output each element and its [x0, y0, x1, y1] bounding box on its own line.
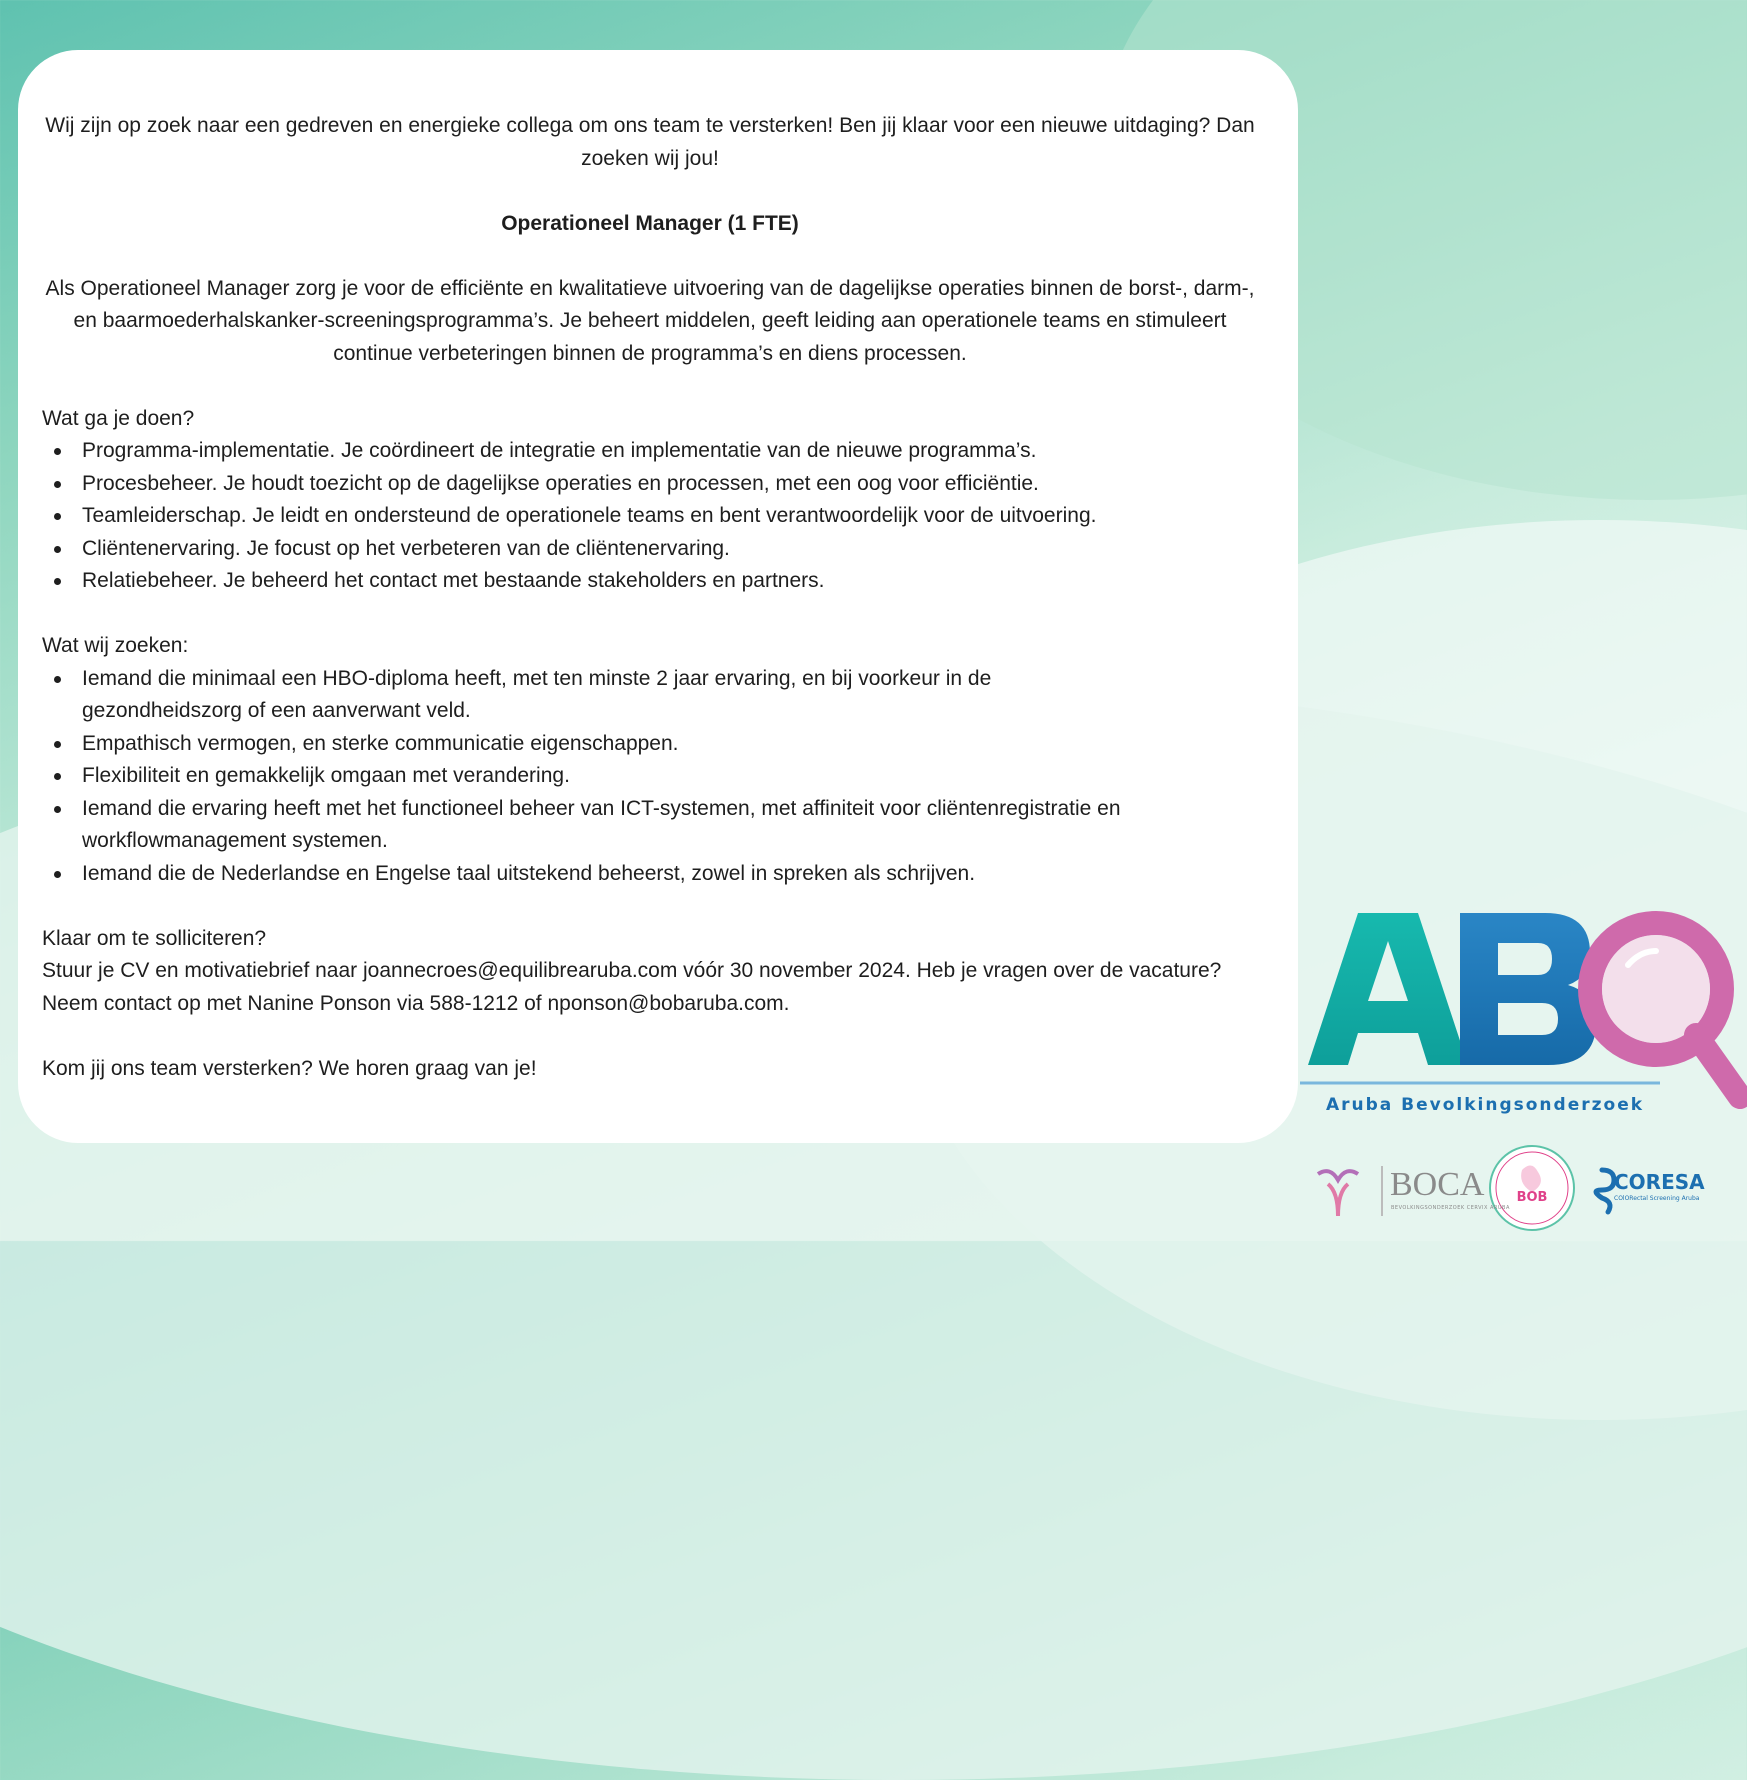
- list-item: Programma-implementatie. Je coördineert de integratie en implementatie van de nieuwe programma’s.: [82, 435, 1258, 468]
- logo-caption: Aruba Bevolkingsonderzoek: [1325, 1095, 1645, 1115]
- closing-text: Kom jij ons team versterken? We horen graag van je!: [42, 1056, 537, 1080]
- boca-logo-text: BOCA: [1390, 1166, 1485, 1203]
- list-item: Iemand die ervaring heeft met het functioneel beheer van ICT-systemen, met affiniteit voor cliëntenregistratie en workflowmanagement systemen.: [82, 793, 1258, 858]
- list-item: Cliëntenervaring. Je focust op het verbeteren van de cliëntenervaring.: [82, 533, 1258, 566]
- job-description: Als Operationeel Manager zorg je voor de efficiënte en kwalitatieve uitvoering van de dagelijkse operaties binnen de borst-, darm-, en baarmoederhalskanker-screeningsprogramma’s. Je beheert middelen, geeft leiding aan operationele teams en stimuleert continue verbeteringen binnen de programma’s en diens processen.: [45, 276, 1255, 365]
- apply-heading: Klaar om te solliciteren?: [42, 926, 267, 950]
- list-item: Iemand die minimaal een HBO-diploma heeft, met ten minste 2 jaar ervaring, en bij voorkeur in de gezondheidszorg of een aanverwant veld.: [82, 663, 1088, 728]
- bob-logo-text: BOB: [1516, 1190, 1548, 1205]
- abq-logo: [1300, 885, 1747, 1125]
- list-item: Flexibiliteit en gemakkelijk omgaan met verandering.: [82, 760, 1088, 793]
- list-item: Empathisch vermogen, en sterke communicatie eigenschappen.: [82, 728, 1088, 761]
- vacancy-card: [18, 50, 1298, 1143]
- boca-logo-subtext: BEVOLKINGSONDERZOEK CERVIX ARUBA: [1391, 1205, 1510, 1211]
- list-item: Procesbeheer. Je houdt toezicht op de dagelijkse operaties en processen, met een oog voor efficiëntie.: [82, 468, 1258, 501]
- list-item: Relatiebeheer. Je beheerd het contact met bestaande stakeholders en partners.: [82, 565, 1258, 598]
- tasks-list: [42, 435, 1258, 598]
- job-title: Operationeel Manager (1 FTE): [501, 211, 799, 235]
- list-item: Teamleiderschap. Je leidt en ondersteund de operationele teams en bent verantwoordelijk voor de uitvoering.: [82, 500, 1258, 533]
- tasks-heading: Wat ga je doen?: [42, 406, 195, 430]
- requirements-list: [42, 663, 1258, 891]
- requirements-heading: Wat wij zoeken:: [42, 634, 189, 657]
- apply-text: Stuur je CV en motivatiebrief naar joannecroes@equilibrearuba.com vóór 30 november 2024. Heb je vragen over de vacature? Neem contact op met Nanine Ponson via 588-1212 of nponson@bobaruba.com.: [42, 959, 1222, 1015]
- coresa-logo-subtext: COlORectal Screening Aruba: [1614, 1195, 1700, 1202]
- list-item: Iemand die de Nederlandse en Engelse taal uitstekend beheerst, zowel in spreken als schrijven.: [82, 858, 1088, 891]
- intro-text: Wij zijn op zoek naar een gedreven en energieke collega om ons team te versterken! Ben jij klaar voor een nieuwe uitdaging? Dan zoeken wij jou!: [45, 114, 1255, 170]
- coresa-logo-text: CORESA: [1614, 1170, 1705, 1194]
